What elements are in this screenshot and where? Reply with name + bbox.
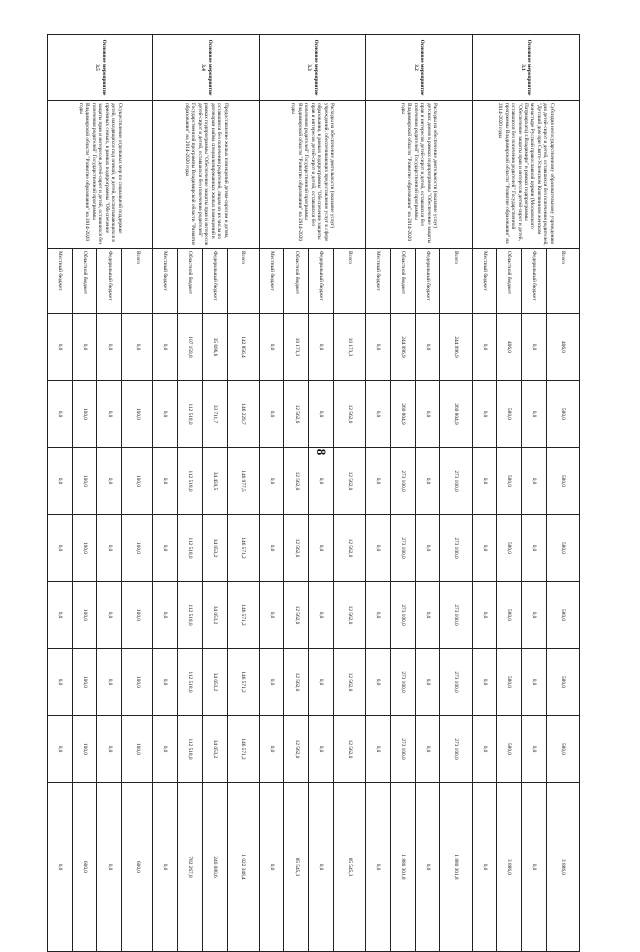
value-cell: 0,0 (309, 448, 334, 515)
value-cell: 0,0 (521, 515, 546, 582)
total-cell: 0,0 (153, 783, 178, 952)
value-cell: 0,0 (153, 582, 178, 649)
value-cell: 406,0 (497, 314, 522, 381)
value-cell: 0,0 (309, 515, 334, 582)
value-cell: 0,0 (259, 381, 284, 448)
value-cell: 0,0 (415, 716, 440, 783)
total-cell: 0,0 (97, 783, 122, 952)
value-cell: 0,0 (97, 381, 122, 448)
source-regional: Областной бюджет (284, 249, 309, 314)
value-cell: 273 100,0 (390, 649, 415, 716)
value-cell: 0,0 (48, 314, 73, 381)
total-cell: 3 886,0 (546, 783, 579, 952)
value-cell: 580,0 (546, 448, 579, 515)
value-cell: 0,0 (72, 314, 97, 381)
source-total: Всего (546, 249, 579, 314)
source-regional: Областной бюджет (178, 249, 203, 314)
value-cell: 10 173,3 (284, 314, 309, 381)
value-cell: 0,0 (97, 314, 122, 381)
value-cell: 406,0 (546, 314, 579, 381)
measure-title: Основное мероприятие 3.2 (366, 35, 472, 101)
value-cell: 12 562,0 (284, 649, 309, 716)
total-cell: 240 080,6 (202, 783, 227, 952)
value-cell: 0,0 (366, 381, 391, 448)
total-cell: 0,0 (521, 783, 546, 952)
total-cell: 0,0 (259, 783, 284, 952)
value-cell: 0,0 (259, 314, 284, 381)
value-cell: 0,0 (472, 515, 497, 582)
value-cell: 100,0 (122, 582, 153, 649)
value-cell: 112 518,0 (178, 448, 203, 515)
value-cell: 0,0 (415, 515, 440, 582)
source-federal: Федеральный бюджет (521, 249, 546, 314)
budget-table (47, 34, 580, 952)
value-cell: 12 562,0 (333, 515, 365, 582)
value-cell: 0,0 (472, 314, 497, 381)
value-cell: 273 100,0 (390, 582, 415, 649)
source-local: Местный бюджет (259, 249, 284, 314)
source-local: Местный бюджет (48, 249, 73, 314)
page-number: 8 (314, 448, 329, 456)
value-cell: 100,0 (72, 448, 97, 515)
total-cell: 600,0 (122, 783, 153, 952)
value-cell: 244 996,9 (390, 314, 415, 381)
value-cell: 112 518,0 (178, 649, 203, 716)
value-cell: 0,0 (415, 448, 440, 515)
value-cell: 0,0 (472, 448, 497, 515)
value-cell: 10 173,3 (333, 314, 365, 381)
value-cell: 0,0 (472, 381, 497, 448)
source-total: Всего (440, 249, 472, 314)
value-cell: 580,0 (546, 649, 579, 716)
total-cell: 782 267,8 (178, 783, 203, 952)
source-federal: Федеральный бюджет (97, 249, 122, 314)
total-cell: 1 880 301,8 (390, 783, 415, 952)
measure-description: Осуществление отдельных мер по социальной поддержке детей, находящихся под опекой, и детей, воспитывающихся в приемных семьях, в рамках подпрограммы "Обеспечение защиты прав и интересов детей-сирот и детей, оставшихся без попечения родителей" Государственной программы Владимирской области "Развитие образования" на 2014-2020 годы (48, 101, 153, 249)
value-cell: 273 100,0 (440, 582, 472, 649)
value-cell: 112 518,0 (178, 515, 203, 582)
source-federal: Федеральный бюджет (202, 249, 227, 314)
value-cell: 0,0 (521, 448, 546, 515)
value-cell: 107 159,8 (178, 314, 203, 381)
source-regional: Областной бюджет (72, 249, 97, 314)
value-cell: 0,0 (366, 582, 391, 649)
value-cell: 100,0 (72, 381, 97, 448)
value-cell: 269 804,9 (440, 381, 472, 448)
value-cell: 100,0 (72, 515, 97, 582)
value-cell: 273 100,0 (440, 515, 472, 582)
value-cell: 12 562,0 (333, 381, 365, 448)
value-cell: 100,0 (72, 582, 97, 649)
value-cell: 0,0 (259, 716, 284, 783)
total-cell: 0,0 (472, 783, 497, 952)
value-cell: 0,0 (415, 649, 440, 716)
total-cell: 0,0 (309, 783, 334, 952)
value-cell: 12 562,0 (333, 649, 365, 716)
value-cell: 112 518,0 (178, 381, 203, 448)
table-row (122, 35, 153, 952)
value-cell: 0,0 (153, 381, 178, 448)
table-row (546, 35, 579, 952)
value-cell: 142 856,4 (227, 314, 259, 381)
value-cell: 0,0 (97, 716, 122, 783)
value-cell: 244 996,9 (440, 314, 472, 381)
source-local: Местный бюджет (472, 249, 497, 314)
value-cell: 0,0 (309, 314, 334, 381)
value-cell: 0,0 (259, 448, 284, 515)
value-cell: 100,0 (122, 649, 153, 716)
value-cell: 0,0 (366, 716, 391, 783)
measure-description: Субсидия негосударственному образовательному учреждению для детей-сирот и детей, оставшихся без попечения родителей, "Детский дом при Свято-Успенском Княгинином женском монастыре Русской православной церкви (Московского Патриархата) г.Владимира" в рамках подпрограммы "Обеспечение защиты прав и интересов детей-сирот и детей, оставшихся без попечения родителей" Государственной программы Владимирской области "Развитие образования" на 2014-2020 годы (472, 101, 579, 249)
table-body (48, 35, 580, 952)
value-cell: 0,0 (153, 649, 178, 716)
value-cell: 100,0 (122, 381, 153, 448)
value-cell: 34 459,5 (202, 448, 227, 515)
value-cell: 12 562,0 (284, 448, 309, 515)
table-row (333, 35, 365, 952)
value-cell: 34 053,2 (202, 649, 227, 716)
source-federal: Федеральный бюджет (309, 249, 334, 314)
value-cell: 0,0 (521, 582, 546, 649)
value-cell: 273 100,0 (390, 716, 415, 783)
value-cell: 580,0 (497, 381, 522, 448)
measure-title: Основное мероприятие 3.3 (259, 35, 365, 101)
value-cell: 0,0 (366, 515, 391, 582)
value-cell: 0,0 (259, 649, 284, 716)
value-cell: 273 100,0 (440, 716, 472, 783)
source-regional: Областной бюджет (497, 249, 522, 314)
value-cell: 0,0 (472, 716, 497, 783)
value-cell: 0,0 (153, 716, 178, 783)
value-cell: 146 571,2 (227, 716, 259, 783)
value-cell: 273 100,0 (440, 448, 472, 515)
value-cell: 580,0 (497, 649, 522, 716)
value-cell: 100,0 (122, 515, 153, 582)
total-cell: 0,0 (366, 783, 391, 952)
value-cell: 580,0 (546, 716, 579, 783)
value-cell: 146 977,5 (227, 448, 259, 515)
value-cell: 34 053,2 (202, 716, 227, 783)
value-cell: 146 229,7 (227, 381, 259, 448)
value-cell: 0,0 (153, 515, 178, 582)
total-cell: 85 545,3 (284, 783, 309, 952)
value-cell: 33 711,7 (202, 381, 227, 448)
value-cell: 12 562,0 (284, 515, 309, 582)
value-cell: 273 100,0 (390, 448, 415, 515)
measure-title: Основное мероприятие 3.1 (472, 35, 579, 101)
value-cell: 34 053,2 (202, 582, 227, 649)
source-total: Всего (227, 249, 259, 314)
source-local: Местный бюджет (153, 249, 178, 314)
total-cell: 0,0 (415, 783, 440, 952)
value-cell: 580,0 (497, 448, 522, 515)
measure-description: Расходы на обеспечение деятельности (оказание услуг) детских домов в рамках подпрограммы "Обеспечение защиты прав и интересов детей-сирот и детей, оставшихся без попечения родителей" Государственной программы Владимирской области "Развитие образования" на 2014-2020 годы (366, 101, 472, 249)
total-cell: 600,0 (72, 783, 97, 952)
value-cell: 146 571,2 (227, 515, 259, 582)
value-cell: 0,0 (309, 381, 334, 448)
value-cell: 100,0 (122, 716, 153, 783)
source-local: Местный бюджет (366, 249, 391, 314)
value-cell: 0,0 (259, 582, 284, 649)
value-cell: 580,0 (546, 582, 579, 649)
measure-title: Основное мероприятие 3.4 (153, 35, 259, 101)
value-cell: 0,0 (521, 716, 546, 783)
source-federal: Федеральный бюджет (415, 249, 440, 314)
value-cell: 580,0 (497, 716, 522, 783)
value-cell: 100,0 (122, 448, 153, 515)
total-cell: 1 880 301,8 (440, 783, 472, 952)
value-cell: 12 562,0 (333, 716, 365, 783)
value-cell: 0,0 (48, 381, 73, 448)
value-cell: 12 562,0 (333, 448, 365, 515)
value-cell: 12 562,0 (333, 582, 365, 649)
value-cell: 580,0 (497, 582, 522, 649)
source-total: Всего (333, 249, 365, 314)
table-row (227, 35, 259, 952)
value-cell: 0,0 (521, 381, 546, 448)
value-cell: 0,0 (309, 649, 334, 716)
value-cell: 34 053,2 (202, 515, 227, 582)
value-cell: 273 100,0 (440, 649, 472, 716)
total-cell: 85 545,3 (333, 783, 365, 952)
value-cell: 0,0 (122, 314, 153, 381)
value-cell: 0,0 (472, 649, 497, 716)
value-cell: 0,0 (521, 314, 546, 381)
value-cell: 0,0 (309, 716, 334, 783)
value-cell: 112 518,0 (178, 582, 203, 649)
total-cell: 0,0 (48, 783, 73, 952)
value-cell: 0,0 (415, 314, 440, 381)
value-cell: 0,0 (415, 381, 440, 448)
value-cell: 580,0 (497, 515, 522, 582)
value-cell: 0,0 (153, 314, 178, 381)
value-cell: 0,0 (48, 515, 73, 582)
value-cell: 580,0 (546, 515, 579, 582)
value-cell: 0,0 (153, 448, 178, 515)
value-cell: 12 562,0 (284, 381, 309, 448)
value-cell: 35 696,6 (202, 314, 227, 381)
value-cell: 0,0 (97, 448, 122, 515)
value-cell: 0,0 (97, 649, 122, 716)
value-cell: 112 518,0 (178, 716, 203, 783)
value-cell: 0,0 (415, 582, 440, 649)
value-cell: 0,0 (259, 515, 284, 582)
value-cell: 269 804,9 (390, 381, 415, 448)
value-cell: 0,0 (472, 582, 497, 649)
value-cell: 273 100,0 (390, 515, 415, 582)
value-cell: 0,0 (48, 649, 73, 716)
source-regional: Областной бюджет (390, 249, 415, 314)
value-cell: 0,0 (521, 649, 546, 716)
source-total: Всего (122, 249, 153, 314)
table-row (440, 35, 472, 952)
value-cell: 0,0 (309, 582, 334, 649)
value-cell: 100,0 (72, 716, 97, 783)
value-cell: 0,0 (97, 582, 122, 649)
value-cell: 146 571,2 (227, 582, 259, 649)
total-cell: 3 886,0 (497, 783, 522, 952)
value-cell: 0,0 (366, 314, 391, 381)
value-cell: 0,0 (48, 582, 73, 649)
value-cell: 0,0 (97, 515, 122, 582)
value-cell: 0,0 (48, 716, 73, 783)
measure-description: Предоставление жилых помещений детям-сиротам и детям, оставшимся без попечения родителей, лицам из их числа по договорам найма специализированных жилых помещений в рамках подпрограммы "Обеспечение защиты прав и интересов детей-сирот и детей, оставшихся без попечения родителей" Государственной программы Владимирской области "Развитие образования" на 2014-2020 годы (153, 101, 259, 249)
value-cell: 0,0 (366, 649, 391, 716)
value-cell: 0,0 (366, 448, 391, 515)
value-cell: 12 562,0 (284, 582, 309, 649)
value-cell: 580,0 (546, 381, 579, 448)
value-cell: 100,0 (72, 649, 97, 716)
value-cell: 0,0 (48, 448, 73, 515)
measure-title: Основное мероприятие 3.5 (48, 35, 153, 101)
measure-description: Расходы на обеспечение деятельности (оказание услуг) учреждений, обеспечивающих предоставление услуг в сфере образования, в рамках подпрограммы "Обеспечение защиты прав и интересов детей-сирот и детей, оставшихся без попечения родителей" Государственной программы Владимирской области "Развитие образования" на 2014-2020 годы (259, 101, 365, 249)
total-cell: 1 022 348,4 (227, 783, 259, 952)
value-cell: 12 562,0 (284, 716, 309, 783)
value-cell: 146 571,2 (227, 649, 259, 716)
